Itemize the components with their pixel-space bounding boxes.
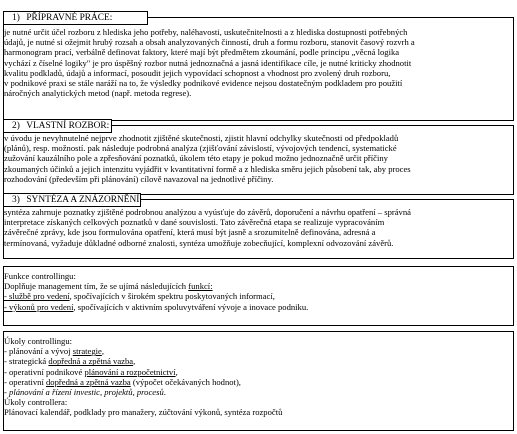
function-item-desc: , spočívajících v aktivním spoluvytváření vývoje a inovace podniku. (73, 301, 309, 312)
section-1-number: 1) (12, 13, 20, 23)
task-item (4, 367, 513, 377)
section-1-line: náročných analytických metod (např. metoda regrese). (4, 88, 192, 99)
section-2-body (4, 133, 513, 184)
functions-intro-keyword: funkcí: (188, 281, 213, 292)
task-item-term: dopředná a zpětná vazba (46, 376, 131, 387)
functions-intro (4, 281, 513, 291)
section-3-title: SYNTÉZA A ZNÁZORNĚNÍ: (26, 195, 142, 205)
section-1-line: v podnikové praxi se stále naráží na to, že výsledky podnikové evidence nejsou dostatečným podkladem pro použití (4, 78, 403, 89)
functions-intro-text: Doplňuje management tím, že se ujímá následujících (4, 281, 189, 292)
section-1-line: vychází z číselné logiky" je pro úspěšný rozbor nutná jednoznačná a jasná identifikace cíle, je nutné kriticky zhodnotit (4, 57, 412, 68)
task-item-suffix: , (175, 366, 178, 377)
task-item (4, 377, 513, 387)
section-3-line: termínovaná, vyžaduje důkladné odborné znalosti, syntéza umožňuje zobecňující, komplexní odvozování závěrů. (4, 237, 394, 248)
functions-title: Funkce controllingu: (4, 271, 76, 281)
task-item-suffix: (výpočet očekávaných hodnot), (130, 376, 241, 387)
task-item-suffix: . (163, 387, 166, 398)
function-item-desc: , spočívajících v širokém spektru poskytovaných informací, (69, 291, 275, 302)
task-item-prefix: - operativní (4, 376, 46, 387)
section-1-line: kvalitu podkladů, údajů a informací, posoudit jejich vypovídací schopnost a vhodnost pro zvolený druh rozboru, (4, 67, 391, 78)
task-item-suffix: , (101, 346, 104, 357)
section-1-body (4, 27, 513, 98)
task-item-prefix: - plánování a vývoj (4, 346, 73, 357)
task-item-term: plánování a řízení investic, projektů, procesů (9, 387, 164, 398)
section-2-line: zužování kauzálního pole a zpřesňování poznatků, úkolem této etapy je pokud možno jednoznačně určit příčiny (4, 153, 388, 164)
section-2-line: zkoumaných účinků a jejich intenzitu vyjádřit v kvantitativní formě a z hlediska směru jejich působení tak, aby proces (4, 163, 411, 174)
section-2-number: 2) (12, 121, 20, 131)
task-item-prefix: - (4, 387, 10, 398)
controller-text: Plánovací kalendář, podklady pro manažery, zúčtování výkonů, syntéza rozpočtů (4, 407, 283, 418)
function-item-term: - službě pro vedení (4, 291, 70, 302)
function-item-term: - výkonů pro vedení (4, 301, 74, 312)
section-1-line: je nutné určit účel rozboru z hlediska jeho potřeby, naléhavosti, uskutečnitelnosti a z hlediska dostupnosti potřebných (4, 27, 408, 37)
controlling-functions-body (4, 271, 513, 312)
section-1-line: harmonogram prací, verbálně definovat faktory, které mají být předmětem zkoumání, podle principu „věcná logika (4, 47, 400, 58)
section-2-title: VLASTNÍ ROZBOR: (26, 121, 110, 131)
section-3-line: interpretace získaných celkových poznatků v dané souvislosti. Tato závěrečná etapa se realizuje vypracováním (4, 217, 385, 228)
task-item-suffix: , (133, 356, 136, 367)
section-1-line: údajů, je nutné si ožejmit hrubý rozsah a obsah analyzovaných činností, druh a formu rozboru, stanovit časový rozvrh a (4, 37, 415, 48)
section-2-line: (plánů), resp. možností. pak následuje podrobná analýza (zjišťování závislostí, vývojových tendencí, systematické (4, 143, 397, 154)
controller-title: Úkoly controllera: (4, 397, 68, 408)
section-3-line: syntéza zahrnuje poznatky zjištěné podrobnou analýzou a vyúsťuje do závěrů, doporučení a návrhu opatření – správná (4, 207, 411, 217)
controlling-tasks-body (4, 336, 513, 418)
task-item-term: plánování a rozpočetnictví (84, 366, 176, 377)
section-3-body (4, 207, 513, 248)
task-item-term: strategie (72, 346, 102, 357)
function-item (4, 291, 513, 301)
section-2-header (3, 119, 112, 133)
tasks-title: Úkoly controllingu: (4, 336, 73, 346)
task-item (4, 356, 513, 366)
function-item (4, 302, 513, 312)
task-item (4, 387, 513, 397)
section-3-line: závěrečné zprávy, kde jsou formulována opatření, která musí být jasně a srozumitelně definována, adresná a (4, 227, 376, 238)
section-2-line: v úvodu je nevyhnutelné nejprve zhodnotit zjištěné skutečnosti, zjistit hlavní odchylky skutečnosti od předpokladů (4, 133, 399, 143)
task-item (4, 346, 513, 356)
section-1-title: PŘÍPRAVNÉ PRÁCE: (26, 13, 113, 23)
task-item-prefix: - operativní podnikové (4, 366, 85, 377)
section-1-header (3, 11, 148, 25)
section-3-header (3, 193, 141, 207)
section-3-number: 3) (12, 195, 20, 205)
section-2-line: rozhodování (především při plánování) cílově navazoval na jednotlivé příčiny. (4, 173, 274, 184)
task-item-term: dopředná a zpětná vazba (48, 356, 134, 367)
task-item-prefix: - strategická (4, 356, 49, 367)
